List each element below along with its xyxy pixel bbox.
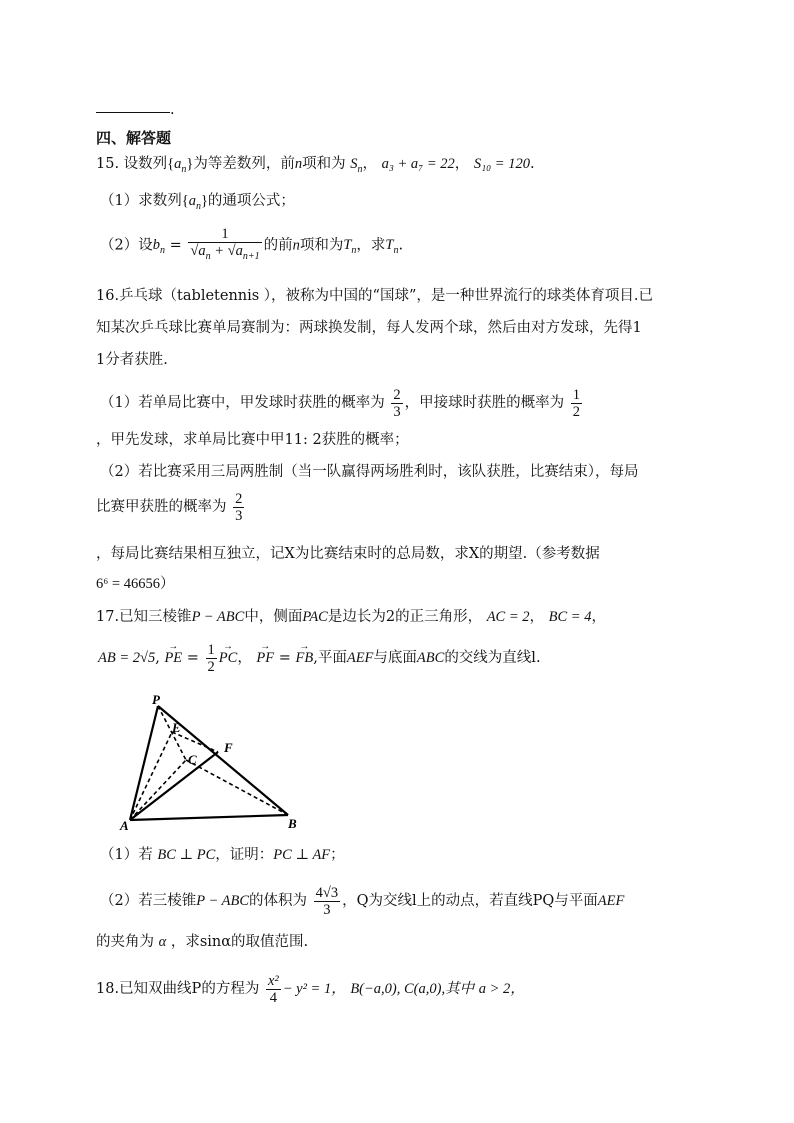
fraction-one-half: $\frac{1}{2}$	[572, 386, 580, 420]
q16-part2-line4: 6⁶ = 46656）	[96, 576, 175, 592]
fraction-one-half-2: $\frac{1}{2}$	[207, 641, 215, 675]
q17-part1: （1）若 BC ⊥ PC，证明：PC ⊥ AF；	[100, 847, 345, 863]
q16-part2-line2: 比赛甲获胜的概率为 $\frac{2}{3}$	[96, 490, 243, 524]
q16-part2-line3: ，每局比赛结果相互独立，记X为比赛结束时的总局数，求X的期望.（参考数据	[96, 546, 600, 562]
tetrahedron-figure	[114, 690, 314, 840]
q16-line1: 16.乒乓球（tabletennis ），被称为中国的“国球”，是一种世界流行的球类体育项目.已	[96, 288, 653, 304]
q16-part2-line1: （2）若比赛采用三局两胜制（当一队赢得两场胜利时，该队获胜，比赛结束），每局	[100, 464, 639, 480]
q15-part1: （1）求数列$\{a_n\}$的通项公式；	[100, 193, 295, 212]
q17-part2: （2）若三棱锥P − ABC的体积为 $\frac{4√3}{3}$ ，Q为交线l上的动点，若直线PQ与平面AEF	[100, 884, 625, 918]
section-title: 四、解答题	[96, 129, 172, 147]
q15-fraction: $\frac{1}{√a_n + √a_{n+1}}$	[190, 226, 260, 262]
fraction-two-thirds-2: $\frac{2}{3}$	[235, 490, 243, 524]
fraction-x2-over-4: $\frac{\text{x²}}{4}$	[267, 972, 279, 1006]
q17-line2: AB = 2√5, → PE = $\frac{1}{2}$ → PC， → PF = → FB,平面AEF与底面ABC的交线为直线l.	[98, 640, 541, 676]
answer-blank-line	[96, 112, 170, 113]
label-A: A	[120, 818, 129, 833]
q16-part1-cont: ，甲先发球，求单局比赛中甲11: 2获胜的概率；	[96, 432, 409, 448]
fraction-volume: $\frac{4√3}{3}$	[315, 884, 339, 918]
q15-number: 15.	[96, 156, 120, 172]
q15-stem: 15. 设数列$\{a_n\}$为等差数列，前n项和为 $S_n$， a₃ + a₇ = 22， S₁₀ = 120.	[96, 156, 535, 175]
label-P: P	[152, 692, 160, 707]
label-E: E	[172, 720, 181, 735]
label-F: F	[224, 740, 233, 755]
label-C: C	[188, 752, 197, 767]
q17-part2-cont: 的夹角为 α ，求sinα的取值范围.	[96, 934, 309, 950]
label-B: B	[288, 816, 297, 831]
fraction-two-thirds: $\frac{2}{3}$	[393, 386, 401, 420]
q16-part1: （1）若单局比赛中，甲发球时获胜的概率为 $\frac{2}{3}$ ，甲接球时获胜的概率为 $\frac{1}{2}$	[100, 386, 580, 420]
q16-line2: 知某次乒乓球比赛单局赛制为：两球换发制，每人发两个球，然后由对方发球，先得1	[96, 320, 642, 336]
q17-line1: 17.已知三棱锥P − ABC中，侧面PAC是边长为2的正三角形， AC = 2， BC = 4，	[96, 609, 606, 625]
blank-period: .	[170, 102, 175, 118]
q15-part2: （2）设$b_n$ = $\frac{1}{√a_n + √a_{n+1}}$ 的前n项和为$T_n$，求$T_n$.	[100, 226, 403, 268]
q18-line1: 18.已知双曲线P的方程为 $\frac{\text{x²}}{4}$ − y² = 1， B(−a,0), C(a,0),其中 a > 2，	[96, 972, 525, 1006]
q16-line3: 1分者获胜.	[96, 352, 168, 368]
